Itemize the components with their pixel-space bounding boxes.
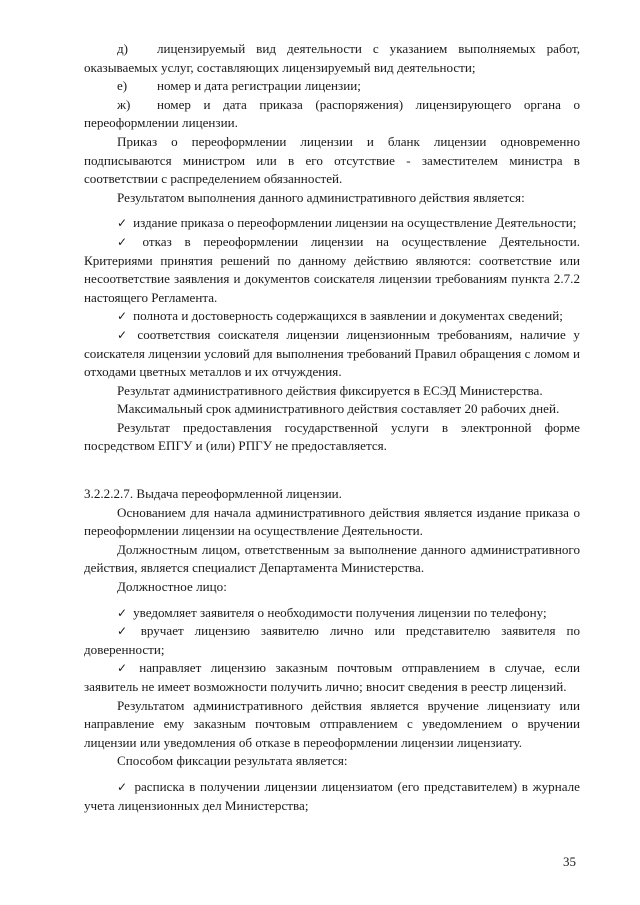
check-item-text: полнота и достоверность содержащихся в заявлении и документах сведений; <box>133 308 563 324</box>
check-item-text: издание приказа о переоформлении лицензии на осуществление Деятельности; <box>133 215 577 231</box>
list-letter: е) <box>117 78 128 94</box>
check-mark-icon: ✓ <box>117 234 137 249</box>
check-item-text: расписка в получении лицензии лицензиатом (его представителем) в журнале учета лицензионных дел Министерства; <box>84 778 580 813</box>
document-body <box>84 40 580 815</box>
page-number: 35 <box>563 854 576 869</box>
check-mark-icon: ✓ <box>117 661 134 676</box>
check-list-item <box>84 307 580 326</box>
check-mark-icon: ✓ <box>117 216 128 231</box>
check-mark-icon: ✓ <box>117 779 129 794</box>
paragraph-result-intro: Результатом выполнения данного административного действия является: <box>117 189 525 205</box>
paragraph-electronic: Результат предоставления государственной услуги в электронной форме посредством ЕПГУ и (или) РПГУ не предоставляется. <box>84 419 580 454</box>
check-mark-icon: ✓ <box>117 309 128 324</box>
paragraph-official: Должностным лицом, ответственным за выполнение данного административного действия, является специалист Департамента Министерства. <box>84 541 580 576</box>
check-list-item <box>84 604 580 623</box>
check-list-item <box>84 326 580 382</box>
check-item-text: вручает лицензию заявителю лично или представителю заявителя по доверенности; <box>84 623 580 657</box>
paragraph-max-term: Максимальный срок административного действия составляет 20 рабочих дней. <box>117 401 560 417</box>
check-mark-icon: ✓ <box>117 605 128 620</box>
paragraph-signing: Приказ о переоформлении лицензии и бланк лицензии одновременно подписываются министром или в его отсутствие - заместителем министра в соответствии с распределением обязанностей. <box>84 133 580 187</box>
check-list-item <box>84 214 580 233</box>
check-item-text: соответствия соискателя лицензии лицензионным требованиям, наличие у соискателя лицензии условий для выполнения требований Правил обращения с ломом и отходами цветных металлов и их отчуждения. <box>84 326 580 380</box>
check-list-item <box>84 778 580 815</box>
list-item-text: номер и дата приказа (распоряжения) лицензирующего органа о переоформлении лицензии. <box>84 96 580 131</box>
check-item-text: уведомляет заявителя о необходимости получения лицензии по телефону; <box>133 604 547 620</box>
check-list-item <box>84 233 580 307</box>
list-letter: ж) <box>117 96 131 112</box>
check-list-item <box>84 622 580 659</box>
list-item-text: номер и дата регистрации лицензии; <box>157 78 361 94</box>
list-item <box>84 96 580 133</box>
paragraph-basis: Основанием для начала административного действия является издание приказа о переоформлении лицензии на осуществление Деятельности. <box>84 504 580 539</box>
paragraph-official-label: Должностное лицо: <box>117 579 227 595</box>
check-item-text: направляет лицензию заказным почтовым отправлением в случае, если заявитель не имеет возможности получить лично; вносит сведения в реестр лицензий. <box>84 660 581 694</box>
section-heading: 3.2.2.2.7. Выдача переоформленной лицензии. <box>84 486 342 502</box>
check-list-item <box>84 659 580 696</box>
list-letter: д) <box>117 41 129 56</box>
paragraph-action-result: Результатом административного действия является вручение лицензиату или направление ему заказным почтовым отправлением с уведомлением о вручении лицензии или уведомления об отказе в переоформлении лицензии лицензиату. <box>84 697 580 750</box>
paragraph-fix-method: Способом фиксации результата является: <box>117 753 348 769</box>
list-item <box>84 77 580 96</box>
check-mark-icon: ✓ <box>117 624 135 639</box>
list-item-text: лицензируемый вид деятельности с указанием выполняемых работ, оказываемых услуг, составляющих лицензируемый вид деятельности; <box>84 41 580 75</box>
check-mark-icon: ✓ <box>117 327 132 342</box>
list-item <box>84 40 580 77</box>
paragraph-fixation: Результат административного действия фиксируется в ЕСЭД Министерства. <box>117 382 543 398</box>
check-item-text: отказ в переоформлении лицензии на осуществление Деятельности. Критериями принятия решений по данному действию являются: соответствие или несоответствие заявления и документов соискателя лицензии требованиям пункта 2.7.2 настоящего Регламента. <box>84 233 580 305</box>
